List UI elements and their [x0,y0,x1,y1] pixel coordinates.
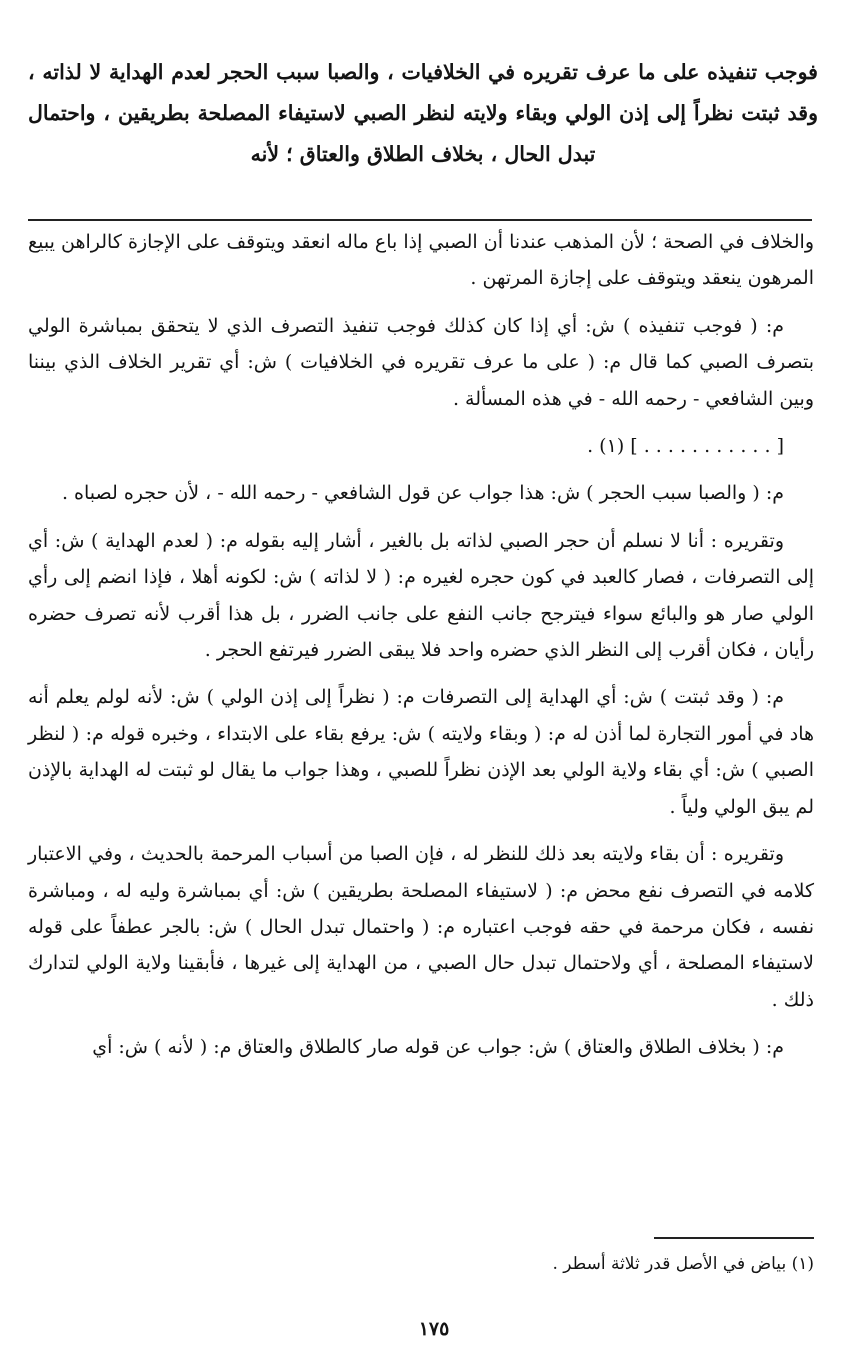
commentary-paragraph: م: ( والصبا سبب الحجر ) ش: هذا جواب عن قول الشافعي - رحمه الله - ، لأن حجره لصباه . [61,482,784,505]
matn-divider [28,219,812,221]
matn-text: فوجب تنفيذه على ما عرف تقريره في الخلافيات ، والصبا سبب الحجر لعدم الهداية لا لذاته ، وقد ثبتت نظراً إلى إذن الولي وبقاء ولايته لنظر الصبي لاستيفاء المصلحة بطريقين ، واحتمال تبدل الحال ، بخلاف الطلاق والعتاق ؛ لأنه [28,60,818,166]
commentary-paragraph: م: ( فوجب تنفيذه ) ش: أي إذا كان كذلك فوجب تنفيذ التصرف الذي لا يتحقق بمباشرة الولي بتصرف الصبي كما قال م: ( على ما عرف تقريره في الخلافيات ) ش: أي تقرير الخلاف الذي بيننا وبين الشافعي - رحمه الله - في هذه المسألة . [28,314,814,410]
commentary-paragraph: وتقريره : أن بقاء ولايته بعد ذلك للنظر له ، فإن الصبا من أسباب المرحمة بالحديث ، وفي الاعتبار كلامه في التصرف نفع محض م: ( لاستيفاء المصلحة بطريقين ) ش: أي بمباشرة وليه له ، ومباشرة نفسه ، فكان مرحمة في حقه فوجب اعتباره م: ( واحتمال تبدل الحال ) ش: بالجر عطفاً على قوله لاستيفاء المصلحة ، أي ولاحتمال تبدل حال الصبي ، من الهداية إلى غيرها ، فأبقينا ولاية الولي لتدارك ذلك . [28,843,814,1011]
footnote: (١) بياض في الأصل قدر ثلاثة أسطر . [552,1254,814,1274]
commentary-paragraph: وتقريره : أنا لا نسلم أن حجر الصبي لذاته بل بالغير ، أشار إليه بقوله م: ( لعدم الهداية ) ش: أي إلى التصرفات ، فصار كالعبد في كون حجره لغيره م: ( لا لذاته ) ش: لكونه أهلا ، فإذا انضم إلى رأي الولي صار هو والبائع سواء فيترجح جانب النفع على جانب الضرر ، بل هذا أقرب لأنه تصرف حضره رأيان ، فكان أقرب إلى النظر الذي حضره واحد فلا يبقى الضرر فيرتفع الحجر . [28,529,814,662]
commentary-paragraph: والخلاف في الصحة ؛ لأن المذهب عندنا أن الصبي إذا باع ماله انعقد ويتوقف على الإجازة كالراهن يبيع المرهون ينعقد ويتوقف على إجازة المرتهن . [28,231,814,290]
commentary-paragraph: م: ( وقد ثبتت ) ش: أي الهداية إلى التصرفات م: ( نظراً إلى إذن الولي ) ش: لأنه لولم يعلم أنه هاد في أمور التجارة لما أذن له م: ( وبقاء ولايته ) ش: يرفع بقاء على الابتداء ، وخبره قوله م: ( لنظر الصبي ) ش: أي بقاء ولاية الولي بعد الإذن نظراً للصبي ، وهذا جواب ما يقال لو ثبتت له الهداية بالإذن لم يبق الولي ولياً . [28,686,814,818]
footnote-divider [654,1237,814,1239]
matn-block [28,52,818,175]
commentary-paragraph: م: ( بخلاف الطلاق والعتاق ) ش: جواب عن قوله صار كالطلاق والعتاق م: ( لأنه ) ش: أي [92,1036,784,1059]
commentary-block [28,224,814,1077]
lacuna-line: [ . . . . . . . . . . . ] (١) . [587,435,784,458]
page-number: ١٧٥ [418,1318,450,1340]
